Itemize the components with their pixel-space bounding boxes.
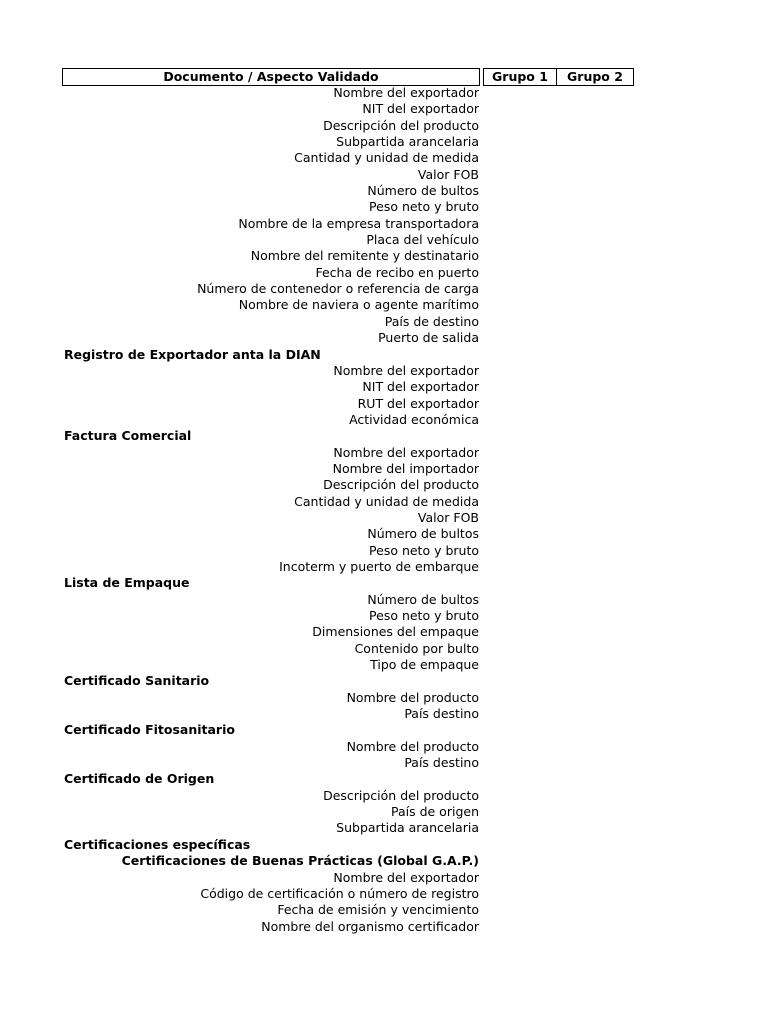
validated-aspect: RUT del exportador [357, 395, 479, 411]
validated-aspect: Código de certificación o número de registro [200, 885, 479, 901]
validated-aspect: Dimensiones del empaque [312, 624, 479, 640]
header-document-aspect: Documento / Aspecto Validado [62, 68, 480, 86]
validated-aspect: Puerto de salida [378, 330, 479, 346]
validated-aspect: Nombre del producto [346, 689, 479, 705]
validated-aspect: Fecha de emisión y vencimiento [277, 902, 479, 918]
validated-aspect: Contenido por bulto [354, 640, 479, 656]
validated-aspect: Número de bultos [367, 591, 479, 607]
table-header [62, 68, 634, 86]
document-section-title: Certificado Fitosanitario [64, 722, 235, 738]
document-section-title: Lista de Empaque [64, 575, 190, 591]
validated-aspect: Número de bultos [367, 526, 479, 542]
validated-aspect: Nombre del producto [346, 738, 479, 754]
validated-aspect: Número de bultos [367, 183, 479, 199]
validated-aspect: NIT del exportador [362, 101, 479, 117]
validated-aspect: Actividad económica [349, 411, 479, 427]
validated-aspect: Nombre del exportador [333, 444, 479, 460]
validated-aspect: Descripción del producto [323, 477, 479, 493]
validated-aspect: Incoterm y puerto de embarque [279, 558, 479, 574]
validated-aspect: Nombre del exportador [333, 85, 479, 100]
validated-aspect: Peso neto y bruto [369, 199, 479, 215]
validated-aspect: Cantidad y unidad de medida [294, 493, 479, 509]
document-section-title: Certificado de Origen [64, 771, 215, 787]
validated-aspect: Placa del vehículo [366, 232, 479, 248]
validated-aspect: Fecha de recibo en puerto [315, 264, 479, 280]
validated-aspect: Cantidad y unidad de medida [294, 150, 479, 166]
document-section-title: Certificaciones específicas [64, 836, 251, 852]
validated-aspect: Peso neto y bruto [369, 608, 479, 623]
validated-aspect: Subpartida arancelaria [336, 820, 479, 836]
document-section-title: Certificado Sanitario [64, 673, 210, 689]
validated-aspect: Descripción del producto [323, 117, 479, 133]
header-group-2: Grupo 2 [557, 68, 634, 86]
validated-aspect: País de origen [390, 804, 479, 820]
validated-aspect: NIT del exportador [362, 379, 479, 395]
validated-aspect: País destino [404, 706, 479, 722]
validated-aspect: Subpartida arancelaria [336, 134, 479, 150]
validated-aspect: Descripción del producto [323, 787, 479, 803]
validated-aspect: País destino [404, 755, 479, 771]
document-section-title: Factura Comercial [64, 428, 192, 444]
validated-aspect: Nombre del exportador [333, 869, 479, 885]
document-subsection-title: Certificaciones de Buenas Prácticas (Global G.A.P.) [121, 853, 479, 869]
validated-aspect: Peso neto y bruto [369, 542, 479, 558]
validated-aspect: Nombre del organismo certificador [261, 918, 479, 934]
validated-aspect: Nombre del importador [332, 460, 479, 476]
validated-aspect: Nombre del remitente y destinatario [250, 248, 479, 264]
validated-aspect: Nombre de la empresa transportadora [238, 215, 479, 231]
validated-aspect: Nombre de naviera o agente marítimo [238, 297, 479, 313]
validated-aspect: Tipo de empaque [370, 657, 479, 673]
header-group-1: Grupo 1 [483, 68, 557, 86]
validated-aspect: Nombre del exportador [333, 362, 479, 378]
validated-aspect: País de destino [384, 313, 479, 329]
validation-list [0, 85, 768, 935]
validated-aspect: Número de contenedor o referencia de carga [197, 281, 479, 297]
validated-aspect: Valor FOB [417, 509, 479, 525]
validated-aspect: Valor FOB [417, 166, 479, 182]
document-section-title: Registro de Exportador anta la DIAN [64, 346, 321, 362]
